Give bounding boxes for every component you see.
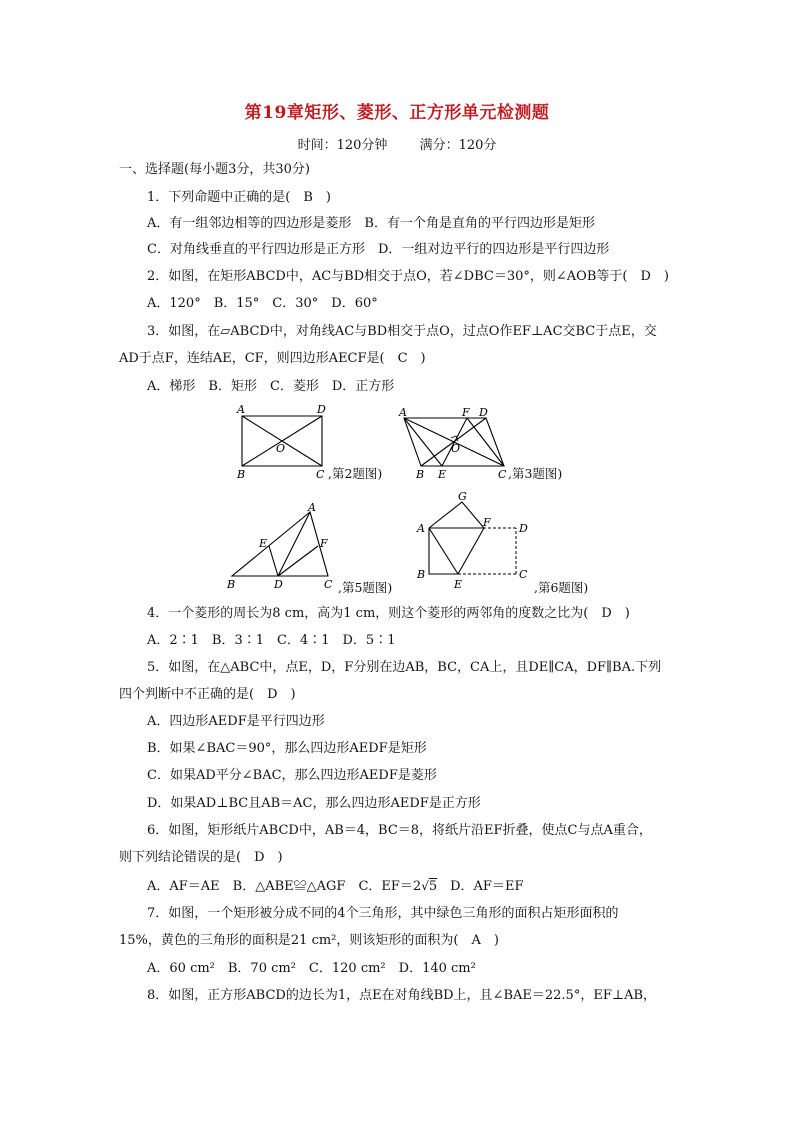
label-f: F — [320, 537, 328, 550]
exam-info — [0, 134, 794, 153]
q5-option-d: D．如果AD⊥BC且AB＝AC，那么四边形AEDF是正方形 — [147, 796, 481, 811]
label-c: C — [324, 578, 333, 591]
q5-stem-line1: 5．如图，在△ABC中，点E，D，F分别在边AB，BC，CA上，且DE∥CA，DF∥BA.下列 — [147, 660, 662, 675]
label-g: G — [458, 490, 467, 503]
label-b: B — [237, 468, 246, 481]
label-a: A — [237, 403, 245, 416]
figure-q6-folded-rectangle — [412, 488, 537, 592]
label-d: D — [317, 403, 326, 416]
label-b: B — [417, 568, 426, 581]
label-c: C — [498, 468, 507, 481]
figure-q2-rectangle — [232, 400, 332, 482]
label-o: O — [276, 442, 286, 455]
label-e: E — [259, 537, 268, 550]
q8-stem-line1: 8．如图，正方形ABCD的边长为1，点E在对角线BD上，且∠BAE＝22.5°，EF⊥AB， — [147, 988, 657, 1003]
sqrt-symbol: √ — [421, 879, 429, 893]
q3-stem-line1: 3．如图，在▱ABCD中，对角线AC与BD相交于点O，过点O作EF⊥AC交BC于点E，交 — [147, 324, 657, 339]
figure-q2-caption: ,第2题图) — [328, 466, 383, 481]
q1-options-cd: C．对角线垂直的平行四边形是正方形 D．一组对边平行的四边形是平行四边形 — [147, 242, 610, 257]
label-e: E — [454, 578, 463, 591]
q5-option-c: C．如果AD平分∠BAC，那么四边形AEDF是菱形 — [147, 768, 437, 783]
q5-stem-line2: 四个判断中不正确的是( D ) — [119, 687, 296, 702]
q6-options — [147, 877, 523, 896]
q7-stem-line2: 15%，黄色的三角形的面积是21 cm²，则该矩形的面积为( A ) — [119, 933, 499, 948]
q3-stem-line2: AD于点F，连结AE，CF，则四边形AECF是( C ) — [119, 351, 426, 366]
q2-options: A．120° B．15° C．30° D．60° — [147, 296, 378, 311]
label-b: B — [227, 578, 236, 591]
q6-options-text: A．AF＝AE B．△ABE≌△AGF C．EF＝2 — [147, 879, 422, 894]
label-c: C — [316, 468, 325, 481]
q5-option-b: B．如果∠BAC＝90°，那么四边形AEDF是矩形 — [147, 741, 427, 756]
q4-options: A．2∶1 B．3∶1 C．4∶1 D．5∶1 — [147, 633, 396, 648]
figure-q6-caption: ,第6题图) — [534, 580, 589, 595]
q6-stem-line2: 则下列结论错误的是( D ) — [119, 850, 283, 865]
total-score: 满分：120分 — [419, 138, 497, 153]
label-e: E — [438, 468, 447, 481]
q6-stem-line1: 6．如图，矩形纸片ABCD中，AB＝4，BC＝8，将纸片沿EF折叠，使点C与点A重合， — [147, 823, 652, 838]
label-a: A — [417, 522, 425, 535]
figure-q5-caption: ,第5题图) — [338, 580, 393, 595]
label-b: B — [416, 468, 425, 481]
q1-stem: 1．下列命题中正确的是( B ) — [147, 190, 331, 205]
q7-stem-line1: 7．如图，一个矩形被分成不同的4个三角形，其中绿色三角形的面积占矩形面积的 — [147, 906, 619, 921]
q7-options: A．60 cm² B．70 cm² C．120 cm² D．140 cm² — [147, 961, 476, 976]
q1-options-ab: A．有一组邻边相等的四边形是菱形 B．有一个角是直角的平行四边形是矩形 — [147, 216, 595, 231]
label-d: D — [519, 522, 528, 535]
label-d: D — [479, 406, 488, 419]
section-heading: 一、选择题(每小题3分，共30分) — [119, 162, 310, 177]
label-f: F — [462, 406, 470, 419]
label-a: A — [308, 501, 316, 514]
label-a: A — [399, 406, 407, 419]
figure-q3-caption: ,第3题图) — [508, 466, 563, 481]
time-limit: 时间：120分钟 — [297, 138, 388, 153]
q4-stem: 4．一个菱形的周长为8 cm，高为1 cm，则这个菱形的两邻角的度数之比为( D ) — [147, 606, 630, 621]
q5-option-a: A．四边形AEDF是平行四边形 — [147, 714, 325, 729]
figure-q3-parallelogram — [394, 400, 514, 482]
figure-q5-triangle — [222, 500, 342, 592]
label-f: F — [483, 516, 491, 529]
q2-stem: 2．如图，在矩形ABCD中，AC与BD相交于点O，若∠DBC＝30°，则∠AOB等于( D ) — [147, 269, 669, 284]
page-title: 第19章矩形、菱形、正方形单元检测题 — [244, 103, 550, 123]
q3-options: A．梯形 B．矩形 C．菱形 D．正方形 — [147, 379, 395, 394]
label-d: D — [274, 578, 283, 591]
label-c: C — [519, 568, 528, 581]
q6-options-text-end: D．AF＝EF — [437, 879, 524, 894]
sqrt-radicand: 5 — [428, 879, 438, 894]
label-o: O — [451, 442, 461, 455]
